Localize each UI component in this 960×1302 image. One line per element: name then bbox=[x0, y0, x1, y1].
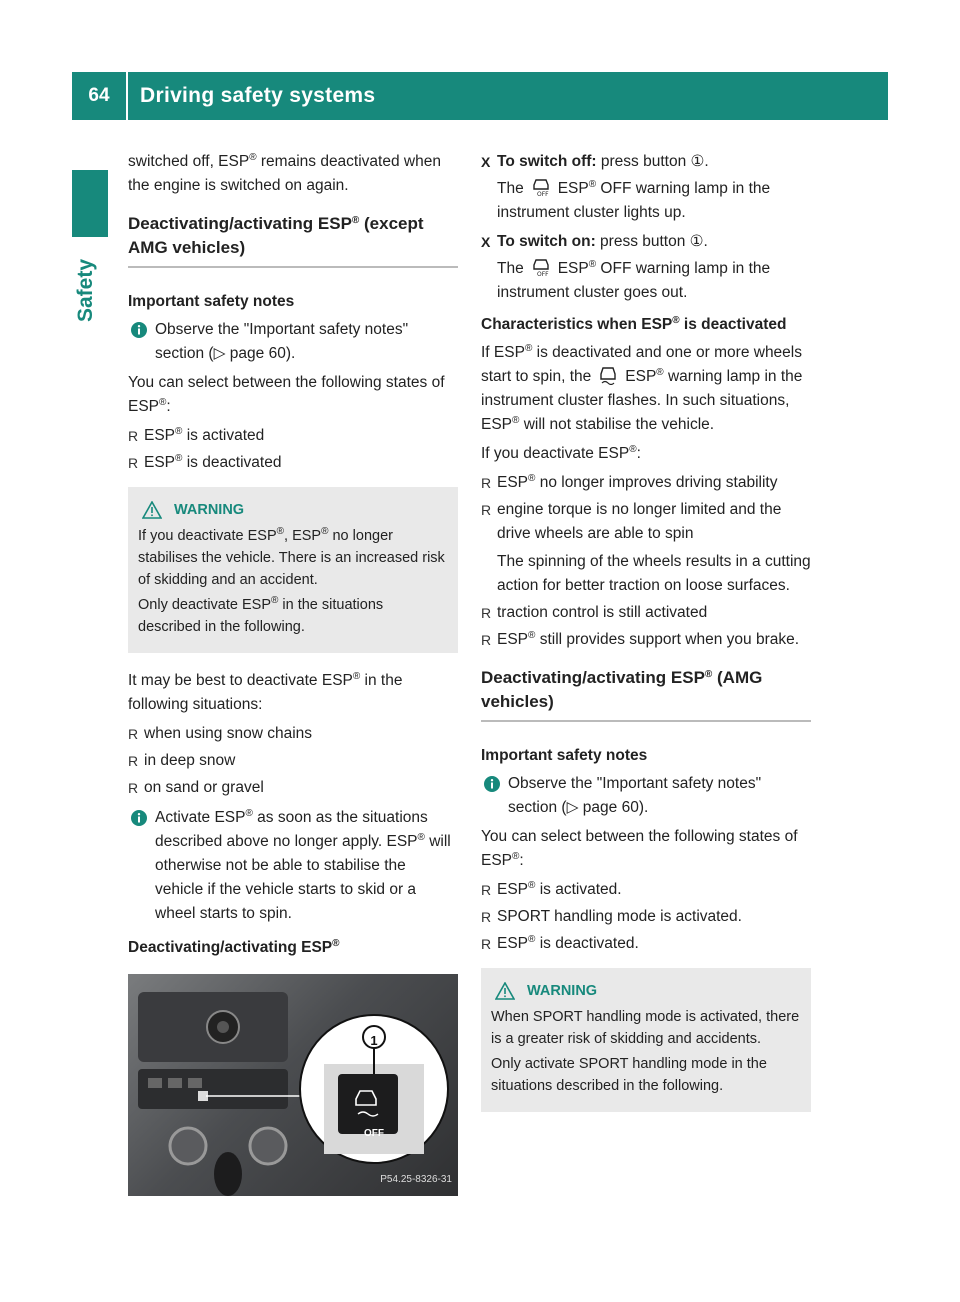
section-heading-esp: Deactivating/activating ESP® bbox=[128, 938, 340, 956]
esp-off-icon bbox=[528, 177, 554, 197]
states-intro: You can select between the following states of ESP®: bbox=[128, 374, 445, 415]
section-heading-amg: Deactivating/activating ESP® (AMG vehicles) bbox=[481, 666, 811, 722]
warning-label: WARNING bbox=[174, 502, 245, 518]
info-note: Observe the "Important safety notes" section (▷ page 60). bbox=[481, 772, 811, 820]
bullet-icon: R bbox=[128, 455, 139, 471]
list-item: R when using snow chains bbox=[128, 722, 458, 746]
info-icon bbox=[481, 776, 503, 792]
bullet-icon: R bbox=[128, 428, 139, 444]
page-header bbox=[72, 72, 888, 120]
info-icon bbox=[128, 810, 150, 826]
bullet-icon: R bbox=[481, 502, 492, 518]
page-title: Driving safety systems bbox=[140, 84, 376, 107]
esp-warning-icon bbox=[595, 365, 621, 385]
characteristics-paragraph: If ESP® is deactivated and one or more wheels start to spin, the ESP® warning lamp in the instrument cluster flashes. In such situations, ESP® will not stabilise the vehicle. bbox=[481, 343, 803, 433]
info-note: Observe the "Important safety notes" section (▷ page 60). bbox=[128, 318, 458, 366]
info-note: Activate ESP® as soon as the situations described above no longer apply. ESP® will otherwise not be able to stabilise the vehicle if the vehicle starts to skid or a wheel starts to spin. bbox=[128, 806, 458, 926]
warning-triangle-icon bbox=[142, 501, 162, 519]
list-item: R SPORT handling mode is activated. bbox=[481, 905, 811, 929]
svg-text:OFF: OFF bbox=[536, 271, 549, 277]
warning-triangle-icon bbox=[495, 982, 515, 1000]
states-intro: You can select between the following states of ESP®: bbox=[481, 828, 798, 869]
list-item: R on sand or gravel bbox=[128, 776, 458, 800]
bullet-icon: R bbox=[481, 475, 492, 491]
left-column bbox=[128, 150, 458, 1196]
section-label: Safety bbox=[74, 258, 97, 322]
list-item: R ESP® is activated bbox=[128, 424, 458, 448]
situations-intro: It may be best to deactivate ESP® in the following situations: bbox=[128, 671, 403, 713]
warning-label: WARNING bbox=[527, 983, 598, 999]
list-item: R in deep snow bbox=[128, 749, 458, 773]
right-column bbox=[481, 150, 811, 1128]
characteristics-heading: Characteristics when ESP® is deactivated bbox=[481, 315, 787, 333]
list-item: R engine torque is no longer limited and the drive wheels are able to spin The spinning of the wheels results in a cutting action for better traction on loose surfaces. bbox=[481, 498, 811, 598]
safety-notes-heading: Important safety notes bbox=[481, 747, 648, 764]
instruction-result: The OFF ESP® OFF warning lamp in the instrument cluster lights up. bbox=[497, 179, 771, 221]
section-tab-marker bbox=[72, 170, 108, 237]
bullet-icon: R bbox=[128, 726, 139, 742]
deactivate-intro: If you deactivate ESP®: bbox=[481, 444, 641, 462]
bullet-icon: R bbox=[128, 753, 139, 769]
bullet-icon: R bbox=[481, 605, 492, 621]
list-item: R ESP® is deactivated bbox=[128, 451, 458, 475]
bullet-icon: R bbox=[481, 882, 492, 898]
svg-text:OFF: OFF bbox=[536, 191, 549, 197]
center-console-illustration bbox=[128, 974, 458, 1196]
list-item: R ESP® no longer improves driving stability bbox=[481, 471, 811, 495]
instruction-step: X To switch on: press button ①. bbox=[481, 230, 811, 254]
intro-paragraph: switched off, ESP® remains deactivated when the engine is switched on again. bbox=[128, 152, 441, 194]
instruction-result: The OFF ESP® OFF warning lamp in the instrument cluster goes out. bbox=[497, 259, 771, 301]
section-heading-except-amg: Deactivating/activating ESP® (except AMG vehicles) bbox=[128, 212, 458, 268]
bullet-icon: R bbox=[481, 936, 492, 952]
page-number: 64 bbox=[88, 85, 110, 106]
list-item: R ESP® still provides support when you brake. bbox=[481, 628, 811, 652]
info-icon bbox=[128, 322, 150, 338]
warning-box: WARNING If you deactivate ESP®, ESP® no longer stabilises the vehicle. There is an increased risk of skidding and an accident. Only deactivate ESP® in the situations described in the following. bbox=[128, 487, 458, 653]
warning-box: WARNING When SPORT handling mode is activated, there is a greater risk of skidding and accidents. Only activate SPORT handling mode in the situations described in the following. bbox=[481, 968, 811, 1112]
callout-number: 1 bbox=[370, 1033, 378, 1048]
safety-notes-heading: Important safety notes bbox=[128, 293, 295, 310]
off-label: OFF bbox=[364, 1128, 384, 1139]
esp-off-icon bbox=[528, 257, 554, 277]
instruction-step: X To switch off: press button ①. bbox=[481, 150, 811, 174]
bullet-icon: R bbox=[481, 909, 492, 925]
bullet-icon: R bbox=[481, 632, 492, 648]
list-item: R ESP® is deactivated. bbox=[481, 932, 811, 956]
dashboard-photo bbox=[128, 974, 458, 1196]
arrow-icon: X bbox=[481, 154, 491, 170]
photo-caption: P54.25-8326-31 bbox=[380, 1174, 452, 1185]
list-item: R ESP® is activated. bbox=[481, 878, 811, 902]
arrow-icon: X bbox=[481, 234, 491, 250]
list-item: R traction control is still activated bbox=[481, 601, 811, 625]
bullet-icon: R bbox=[128, 780, 139, 796]
